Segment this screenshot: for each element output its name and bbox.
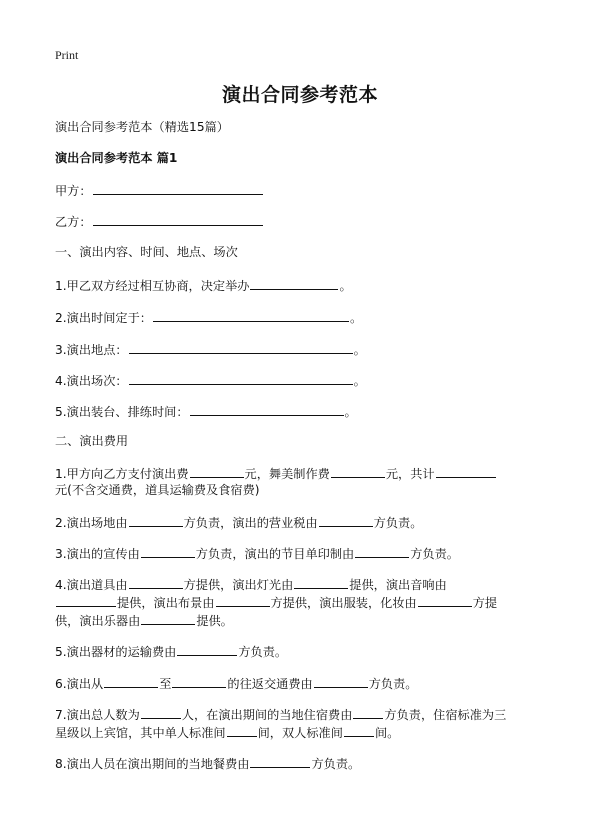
fee4-line3: 供，演出乐器由 提供。 [55, 611, 545, 630]
fee7-blank-b [353, 705, 383, 719]
fee1-blank-b [331, 464, 385, 478]
section-heading: 演出合同参考范本 篇1 [55, 151, 178, 165]
item2-blank [153, 308, 349, 322]
party-a-line: 甲方： [55, 181, 545, 200]
fee4-line1: 4.演出道具由 方提供，演出灯光由 提供，演出音响由 [55, 575, 545, 594]
part1-item5: 5.演出装台、排练时间： 。 [55, 402, 545, 421]
fee4-blank-c [56, 593, 116, 607]
party-b-blank [93, 212, 263, 226]
fee7-blank-a [141, 705, 181, 719]
fee6-blank-a [104, 674, 158, 688]
fee4-blank-d [216, 593, 270, 607]
party-a-blank [93, 181, 263, 195]
item1-blank [250, 276, 338, 290]
part1-item1: 1.甲乙双方经过相互协商，决定举办 。 [55, 276, 545, 295]
fee2-blank-b [319, 513, 373, 527]
fee2-blank-a [129, 513, 183, 527]
fee1-line2: 元(不含交通费，道具运输费及食宿费) [55, 483, 260, 497]
party-b-line: 乙方： [55, 212, 545, 231]
item5-blank [190, 402, 344, 416]
fee3-line: 3.演出的宣传由 方负责，演出的节目单印制由 方负责。 [55, 544, 545, 563]
fee8-line: 8.演出人员在演出期间的当地餐费由 方负责。 [55, 754, 545, 773]
item3-blank [129, 340, 353, 354]
fee8-blank [250, 754, 310, 768]
fee1-line1: 1.甲方向乙方支付演出费 元，舞美制作费 元，共计 [55, 464, 545, 483]
part1-heading: 一、演出内容、时间、地点、场次 [55, 245, 238, 259]
fee2-line: 2.演出场地由 方负责，演出的营业税由 方负责。 [55, 513, 545, 532]
print-label: Print [55, 48, 79, 62]
fee7-line1: 7.演出总人数为 人，在演出期间的当地住宿费由 方负责，住宿标准为三 [55, 705, 545, 724]
item4-blank [129, 371, 353, 385]
page-title: 演出合同参考范本 [221, 84, 378, 106]
fee7-line2: 星级以上宾馆，其中单人标准间 间，双人标准间 间。 [55, 723, 545, 742]
fee3-blank-a [141, 544, 195, 558]
fee4-blank-b [294, 575, 348, 589]
fee7-blank-d [344, 723, 374, 737]
part1-item2: 2.演出时间定于： 。 [55, 308, 545, 327]
fee3-blank-b [355, 544, 409, 558]
fee4-blank-a [129, 575, 183, 589]
intro-line: 演出合同参考范本（精选15篇） [55, 120, 229, 134]
part1-item4: 4.演出场次： 。 [55, 371, 545, 390]
fee1-blank-c [436, 464, 496, 478]
fee4-blank-e [418, 593, 472, 607]
fee5-blank [177, 642, 237, 656]
fee1-blank-a [190, 464, 244, 478]
fee7-blank-c [227, 723, 257, 737]
fee5-line: 5.演出器材的运输费由 方负责。 [55, 642, 545, 661]
fee4-blank-f [141, 611, 195, 625]
fee6-line: 6.演出从 至 的往返交通费由 方负责。 [55, 674, 545, 693]
fee4-line2: 提供，演出布景由 方提供，演出服装，化妆由 方提 [55, 593, 545, 612]
fee6-blank-b [172, 674, 226, 688]
part2-heading: 二、演出费用 [55, 434, 129, 448]
fee6-blank-c [314, 674, 368, 688]
part1-item3: 3.演出地点： 。 [55, 340, 545, 359]
